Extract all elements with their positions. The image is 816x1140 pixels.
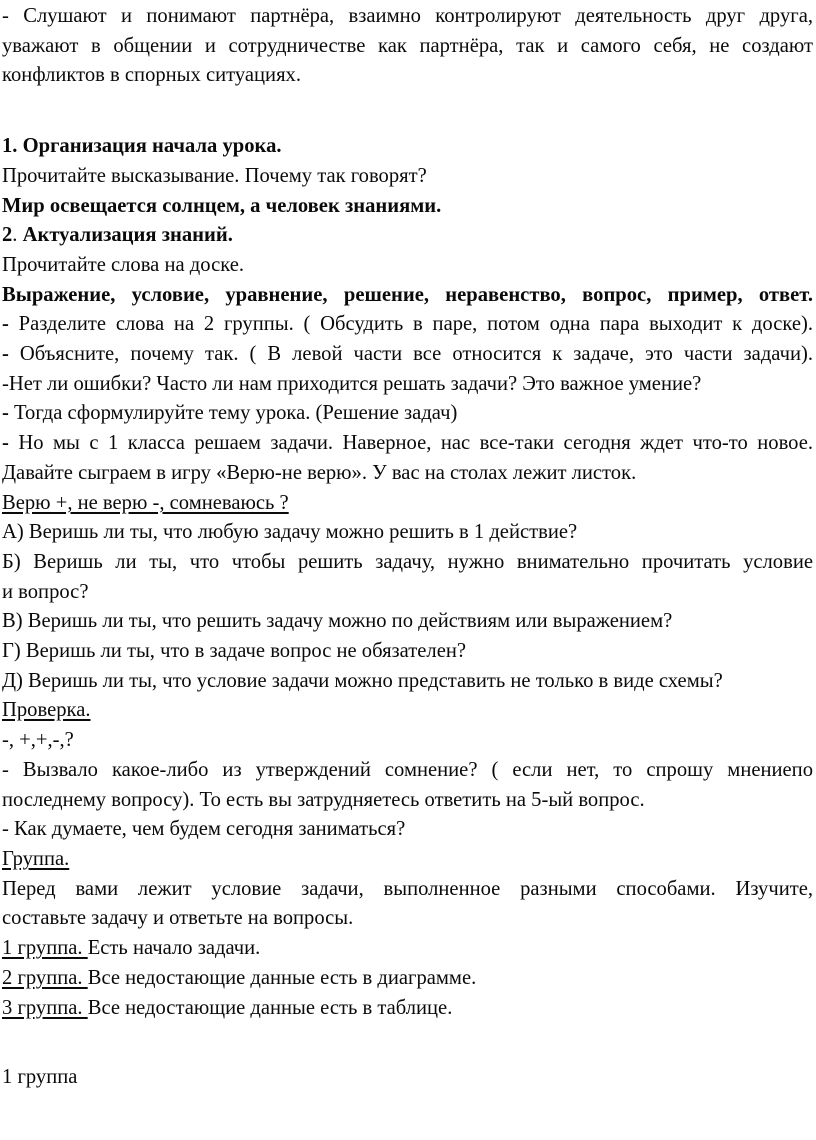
underlined-group-label: 2 группа. bbox=[2, 966, 88, 989]
underlined-label: Проверка. bbox=[2, 699, 91, 722]
paragraph-spacer bbox=[2, 91, 813, 132]
group-3-line bbox=[2, 994, 813, 1024]
text-run: уважают в общении и сотрудничестве как партнёра, так и самого себя, не создают bbox=[2, 34, 813, 57]
heading-text: Актуализация знаний. bbox=[22, 224, 233, 247]
question-a-line bbox=[2, 518, 813, 548]
explain-why-line bbox=[2, 340, 813, 370]
text-run: Все недостающие данные есть в диаграмме. bbox=[87, 966, 477, 989]
footer-group-line bbox=[2, 1063, 813, 1093]
heading-text: 1. Организация начала урока. bbox=[2, 135, 282, 158]
bold-dash: - bbox=[2, 313, 19, 336]
believe-legend-line bbox=[2, 489, 813, 519]
text-run: - Вызвало какое-либо из утверждений сомнение? ( если нет, то спрошу мнениепо bbox=[2, 758, 813, 781]
text-run: и вопрос? bbox=[2, 580, 89, 603]
text-run: конфликтов в спорных ситуациях. bbox=[2, 64, 301, 87]
underlined-group-label: 1 группа. bbox=[2, 937, 88, 960]
words-list-text: Выражение, условие, уравнение, решение, неравенство, вопрос, пример, ответ. bbox=[2, 283, 813, 306]
text-run: Д) Веришь ли ты, что условие задачи можно представить не только в виде схемы? bbox=[2, 669, 723, 692]
question-d-line bbox=[2, 637, 813, 667]
doubt-line-1 bbox=[2, 756, 813, 786]
uud-paragraph-line-3 bbox=[2, 61, 813, 91]
heading-number: 2 bbox=[2, 224, 13, 247]
text-run: составьте задачу и ответьте на вопросы. bbox=[2, 907, 354, 930]
text-run: Разделите слова на 2 группы. ( Обсудить в паре, потом одна пара выходит к доске). bbox=[18, 313, 813, 336]
text-run: Тогда сформулируйте тему урока. (Решение задач) bbox=[14, 402, 458, 425]
question-c-line bbox=[2, 607, 813, 637]
underlined-legend: Верю +, не верю -, сомневаюсь ? bbox=[2, 491, 289, 514]
text-run: 1 группа bbox=[2, 1065, 78, 1088]
bold-dash: - bbox=[2, 402, 15, 425]
text-run: -, +,+,-,? bbox=[2, 729, 74, 752]
question-b-line-2 bbox=[2, 578, 813, 608]
text-run: последнему вопросу). То есть вы затрудняетесь ответить на 5-ый вопрос. bbox=[2, 788, 645, 811]
read-words-line bbox=[2, 251, 813, 281]
text-run: Б) Веришь ли ты, что чтобы решить задачу, нужно внимательно прочитать условие bbox=[2, 550, 813, 573]
check-heading bbox=[2, 696, 813, 726]
group-task-line-2 bbox=[2, 904, 813, 934]
what-today-line bbox=[2, 815, 813, 845]
but-we-line bbox=[2, 429, 813, 459]
text-run: Все недостающие данные есть в таблице. bbox=[87, 996, 453, 1019]
lets-play-line bbox=[2, 459, 813, 489]
words-list-line bbox=[2, 281, 813, 311]
text-run: - Как думаете, чем будем сегодня заниматься? bbox=[2, 818, 406, 841]
text-run: В) Веришь ли ты, что решить задачу можно по действиям или выражением? bbox=[2, 610, 673, 633]
group-task-line-1 bbox=[2, 875, 813, 905]
bold-dash: - bbox=[2, 343, 20, 366]
text-run: Перед вами лежит условие задачи, выполненное разными способами. Изучите, bbox=[2, 877, 813, 900]
proverb-text: Мир освещается солнцем, а человек знаниями. bbox=[2, 194, 442, 217]
formulate-topic-line bbox=[2, 399, 813, 429]
text-run: Прочитайте высказывание. Почему так говорят? bbox=[2, 164, 427, 187]
underlined-label: Группа. bbox=[2, 847, 70, 870]
text-run: Объясните, почему так. ( В левой части все относится к задаче, это части задачи). bbox=[19, 343, 813, 366]
text-run: Есть начало задачи. bbox=[87, 937, 261, 960]
lesson-stage-1-heading bbox=[2, 132, 813, 162]
blank-line bbox=[2, 1023, 813, 1053]
group-2-line bbox=[2, 964, 813, 994]
read-statement-line bbox=[2, 162, 813, 192]
text-run: А) Веришь ли ты, что любую задачу можно решить в 1 действие? bbox=[2, 521, 578, 544]
heading-separator: . bbox=[12, 224, 23, 247]
no-mistake-line bbox=[2, 370, 813, 400]
question-e-line bbox=[2, 667, 813, 697]
text-run: Но мы с 1 класса решаем задачи. Наверное, нас все-таки сегодня ждет что-то новое. bbox=[18, 432, 813, 455]
lesson-stage-2-heading bbox=[2, 221, 813, 251]
proverb-line bbox=[2, 192, 813, 222]
group-heading bbox=[2, 845, 813, 875]
answers-key-line bbox=[2, 726, 813, 756]
question-b-line-1 bbox=[2, 548, 813, 578]
doubt-line-2 bbox=[2, 786, 813, 816]
underlined-group-label: 3 группа. bbox=[2, 996, 88, 1019]
bold-dash: - bbox=[2, 432, 19, 455]
uud-paragraph-line-1 bbox=[2, 2, 813, 32]
text-run: Давайте сыграем в игру «Верю-не верю». У вас на столах лежит листок. bbox=[2, 461, 637, 484]
text-run: Г) Веришь ли ты, что в задаче вопрос не обязателен? bbox=[2, 640, 467, 663]
text-run: - Слушают и понимают партнёра, взаимно контролируют деятельность друг друга, bbox=[2, 5, 813, 27]
uud-paragraph-line-2 bbox=[2, 32, 813, 62]
group-1-line bbox=[2, 934, 813, 964]
divide-words-line bbox=[2, 310, 813, 340]
text-run: Прочитайте слова на доске. bbox=[2, 253, 244, 276]
text-run: -Нет ли ошибки? Часто ли нам приходится решать задачи? Это важное умение? bbox=[2, 372, 702, 395]
